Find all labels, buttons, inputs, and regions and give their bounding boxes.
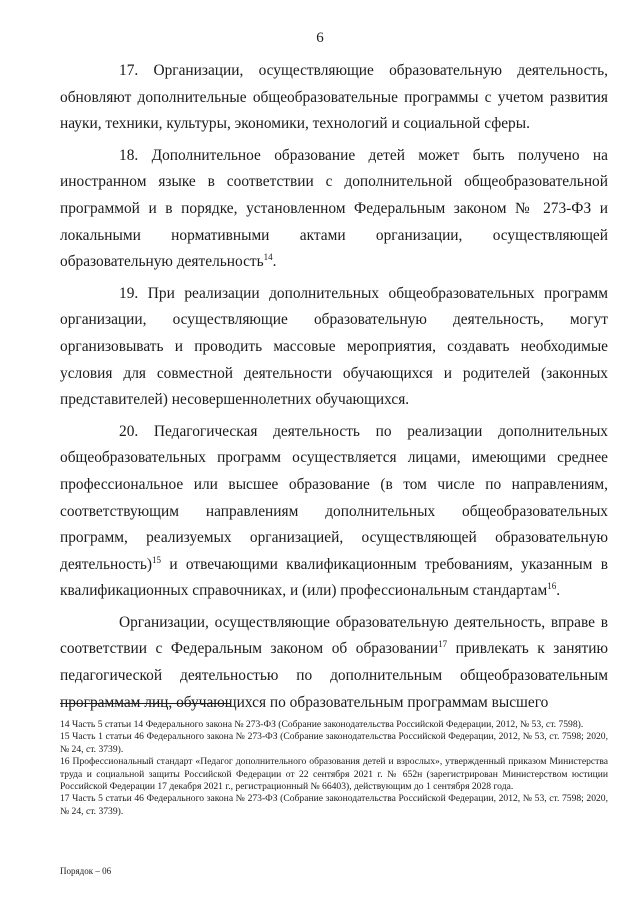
document-footer: Порядок – 06 — [60, 866, 112, 876]
paragraph-20-text-b: и отвечающими квалификационным требованиям, указанным в квалификационных справочниках, и (или) профессиональным стандартам — [60, 555, 608, 600]
page-number: 6 — [316, 30, 324, 46]
footnote-15: 15 Часть 1 статьи 46 Федерального закона № 273-ФЗ (Собрание законодательства Российской Федерации, 2012, № 53, ст. 7598; 2020, № 24, ст. 3739). — [60, 731, 608, 755]
paragraph-18 — [60, 143, 608, 276]
footnote-17: 17 Часть 5 статьи 46 Федерального закона № 273-ФЗ (Собрание законодательства Российской Федерации, 2012, № 53, ст. 7598; 2020, № 24, ст. 3739). — [60, 793, 608, 817]
paragraph-17 — [60, 58, 608, 138]
paragraph-18-end: . — [272, 253, 277, 271]
paragraph-19 — [60, 281, 608, 414]
paragraph-21-text-b: привлекать к занятию педагогической деятельностью по дополнительным общеобразовательным программам лиц, обучающихся по образовательным программам высшего — [60, 640, 608, 711]
footnote-14: 14 Часть 5 статьи 14 Федерального закона № 273-ФЗ (Собрание законодательства Российской Федерации, 2012, № 53, ст. 7598). — [60, 719, 584, 730]
footnote-ref-17[interactable]: 17 — [438, 639, 448, 650]
paragraph-19-text: 19. При реализации дополнительных общеобразовательных программ организации, осуществляющие образовательную деятельность, могут организовывать и проводить массовые мероприятия, создавать необходимые условия для совместной деятельности обучающихся и родителей (законных представителей) несовершеннолетних обучающихся. — [60, 284, 608, 409]
footnote-divider — [60, 703, 230, 704]
paragraph-21 — [60, 610, 608, 716]
footnote-ref-15[interactable]: 15 — [152, 554, 162, 565]
paragraph-18-text: 18. Дополнительное образование детей может быть получено на иностранном языке в соответствии с дополнительной общеобразовательной программой и в порядке, установленном Федеральным законом № 273-ФЗ и локальными нормативными актами организации, осуществляющей образовательную деятельность — [60, 146, 608, 271]
footnote-ref-16[interactable]: 16 — [547, 581, 557, 592]
footnotes — [60, 719, 608, 818]
footnote-ref-14[interactable]: 14 — [263, 252, 273, 263]
paragraph-17-text: 17. Организации, осуществляющие образовательную деятельность, обновляют дополнительные общеобразовательные программы с учетом развития науки, техники, культуры, экономики, технологий и социальной сферы. — [60, 62, 608, 133]
paragraph-20 — [60, 419, 608, 605]
paragraph-21-text-a: Организации, осуществляющие образовательную деятельность, вправе в соответствии с Федеральным законом об образовании — [60, 613, 608, 658]
document-body — [60, 58, 608, 716]
footnote-16: 16 Профессиональный стандарт «Педагог дополнительного образования детей и взрослых», утвержденный приказом Министерства труда и социальной защиты Российской Федерации от 22 сентября 2021 г. № 652н (зарегистрирован Министерством юстиции Российской Федерации 17 декабря 2021 г., регистрационный № 66403), действующим до 1 сентября 2028 года. — [60, 756, 608, 793]
paragraph-20-end: . — [556, 582, 561, 600]
paragraph-20-text-a: 20. Педагогическая деятельность по реализации дополнительных общеобразовательных программ осуществляется лицами, имеющими среднее профессиональное или высшее образование (в том числе по направлениям, соответствующим направлениям дополнительных общеобразовательных программ, реализуемых организацией, осуществляющей образовательную деятельность) — [60, 422, 608, 573]
